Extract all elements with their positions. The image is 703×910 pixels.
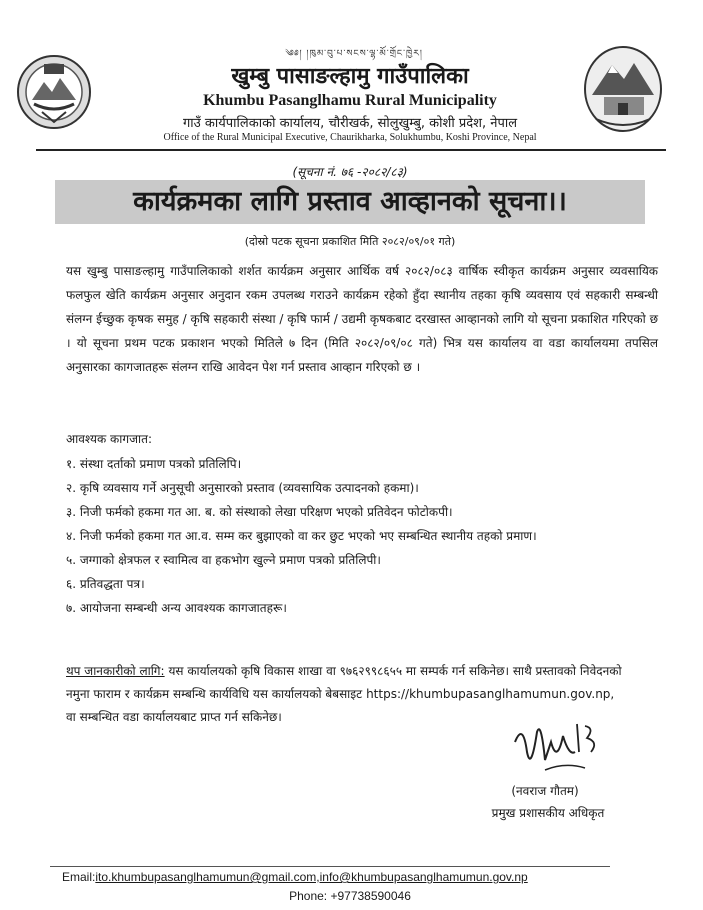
municipality-name-english: Khumbu Pasanglhamu Rural Municipality [203,92,497,109]
signatory-name: (नवराज गौतम) [511,784,579,798]
list-item: २. कृषि व्यवसाय गर्ने अनुसूची अनुसारको प्रस्ताव (व्यवसायिक उत्पादनको हकमा)। [66,481,419,495]
notice-number: (सूचना नं. ७६ -२०८२/८३) [292,165,408,179]
list-item: ५. जग्गाको क्षेत्रफल र स्वामित्व वा हकभोग खुल्ने प्रमाण पत्रको प्रतिलिपी। [66,553,381,567]
documents-heading: आवश्यक कागजात: [66,432,153,446]
more-info-label: थप जानकारीको लागि: [66,664,165,678]
signatory-title: प्रमुख प्रशासकीय अधिकृत [491,806,605,820]
signature-icon [505,712,605,782]
government-emblem-icon [14,52,94,132]
municipality-name-nepali: खुम्बु पासाङल्हामु गाउँपालिका [231,64,469,89]
list-item: ६. प्रतिवद्धता पत्र। [66,577,145,591]
tibetan-script-line: ༄༅། །ཁུམ་བུ་པ་སངས་ལྷ་མོ་གྲོང་ཁྱེར། [285,49,423,59]
list-item: ३. निजी फर्मको हकमा गत आ. ब. को संस्थाको लेखा परिक्षण भएको प्रतिवेदन फोटोकपी। [66,505,453,519]
documents-list [66,452,658,620]
website-link[interactable]: https://khumbupasanglhamumun.gov.np, [366,687,615,701]
office-address-english: Office of the Rural Municipal Executive, Chaurikharka, Solukhumbu, Koshi Province, Nepal [163,132,537,143]
municipality-logo-icon [582,45,664,135]
notice-subtitle: (दोस्रो पटक सूचना प्रकाशित मिति २०८२/०९/०१ गते) [244,235,456,248]
more-info-text: यस कार्यालयको कृषि विकास शाखा वा ९७६२९९८६५५ मा सम्पर्क गर्न सकिनेछ। साथै प्रस्तावको निवेदनको नमुना फाराम र कार्यक्रम सम्बन्धि कार्यविधि यस कार्यालयको बेबसाइट [66,664,622,701]
footer-email [62,870,662,884]
notice-body: यस खुम्बु पासाङल्हामु गाउँपालिकाको शर्शत कार्यक्रम अनुसार आर्थिक वर्ष २०८२/०८३ वार्षिक स्वीकृत कार्यक्रम अनुसार व्यवसायिक फलफुल खेति कार्यक्रम अनुसार अनुदान रकम उपलब्ध गराउने कार्यक्रम रहेको हुँदा स्थानीय तहका कृषि व्यवसाय एवं सहकारी सम्बन्धी संलग्न ईच्छुक कृषक समुह / कृषि सहकारी संस्था / कृषि फार्म / उद्यमी कृषकबाट दरखास्त आव्हानको लागि यो सूचना प्रकाशित गरिएको छ । यो सूचना प्रथम पटक प्रकाशन भएको मितिले ७ दिन (मिति २०८२/०९/०८ गते) भित्र यस कार्यालय वा वडा कार्यालयमा तपसिल अनुसारका कागजातहरू संलग्न राखि आवेदन पेश गर्न प्रस्ताव आव्हान गरिएको छ । [66,264,658,374]
notice-title: कार्यक्रमका लागि प्रस्ताव आव्हानको सूचना।। [133,186,567,217]
list-item: ७. आयोजना सम्बन्धी अन्य आवश्यक कागजातहरू। [66,601,287,615]
footer-divider [50,866,610,867]
header-divider [36,149,666,151]
list-item: १. संस्था दर्ताको प्रमाण पत्रको प्रतिलिपि। [66,457,242,471]
more-info-tail: वा सम्बन्धित वडा कार्यालयबाट प्राप्त गर्न सकिनेछ। [66,710,282,724]
email-label: Email: [62,870,96,884]
email-addresses[interactable]: ito.khumbupasanglhamumun@gmail.com,info@khumbupasanglhamumun.gov.np [95,870,528,884]
office-address-nepali: गाउँ कार्यपालिकाको कार्यालय, चौरीखर्क, सोलुखुम्बु, कोशी प्रदेश, नेपाल [182,116,518,131]
list-item: ४. निजी फर्मको हकमा गत आ.व. सम्म कर बुझाएको वा कर छुट भएको भए सम्बन्धित स्थानीय तहको प्रमाण। [66,529,537,543]
footer-phone: Phone: +97738590046 [289,889,411,903]
